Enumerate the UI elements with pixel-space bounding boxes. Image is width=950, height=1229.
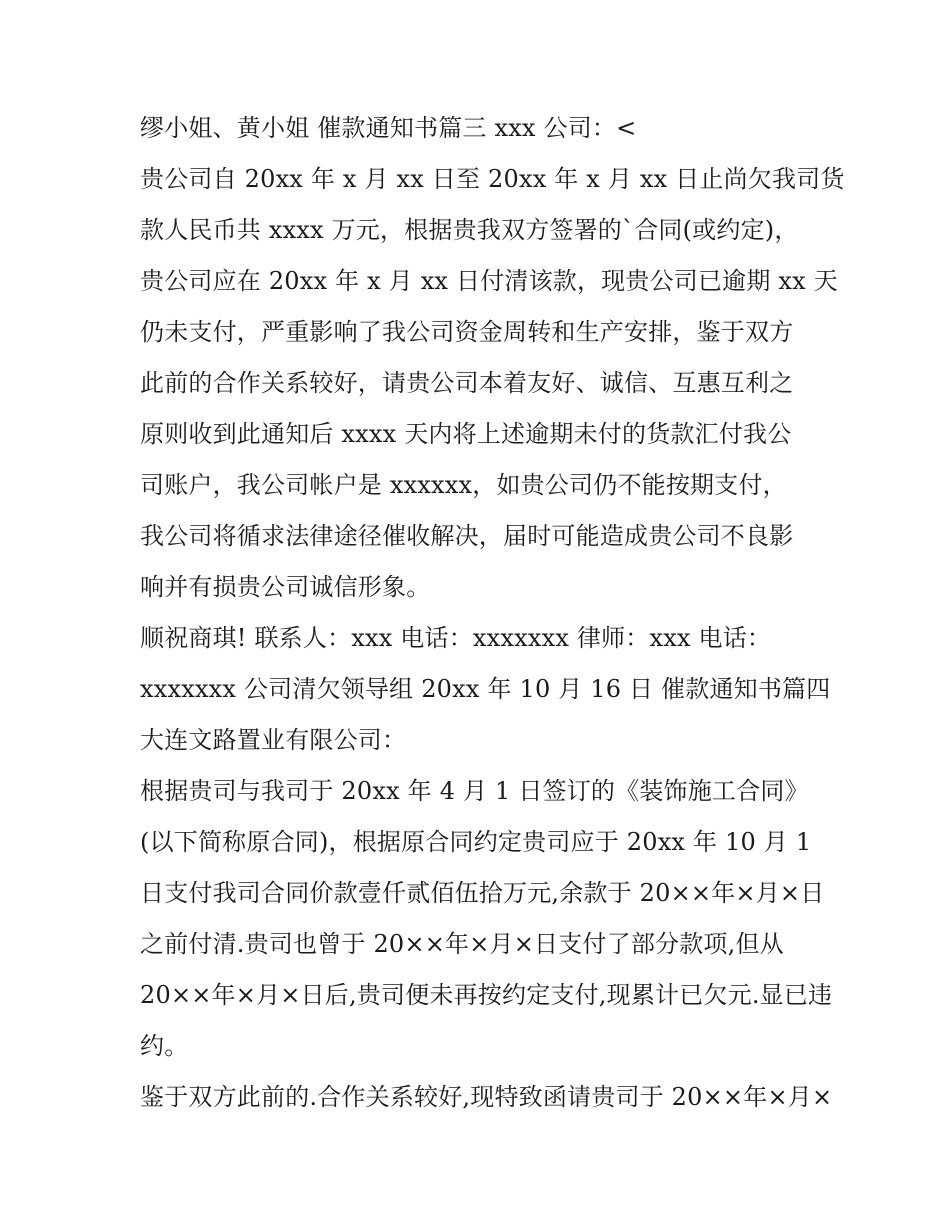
text-line: 我公司将循求法律途径催收解决，届时可能造成贵公司不良影 (140, 522, 794, 550)
text-line: 日支付我司合同价款壹仟贰佰伍拾万元,余款于 20××年×月×日 (140, 879, 825, 907)
text-line: 大连文路置业有限公司： (140, 726, 407, 754)
text-line: 此前的合作关系较好，请贵公司本着友好、诚信、互惠互利之 (140, 369, 794, 397)
text-line: 根据贵司与我司于 20xx 年 4 月 1 日签订的《装饰施工合同》 (140, 777, 809, 805)
text-line: 贵公司应在 20xx 年 x 月 xx 日付清该款，现贵公司已逾期 xx 天 (140, 267, 838, 295)
text-line: 缪小姐、黄小姐 催款通知书篇三 xxx 公司：< (140, 114, 637, 142)
text-line: 顺祝商琪! 联系人：xxx 电话：xxxxxxx 律师：xxx 电话： (140, 624, 772, 652)
text-line: xxxxxxx 公司清欠领导组 20xx 年 10 月 16 日 催款通知书篇四 (140, 675, 831, 703)
text-line: 20××年×月×日后,贵司便未再按约定支付,现累计已欠元.显已违 (140, 981, 833, 1009)
text-line: 原则收到此通知后 xxxx 天内将上述逾期未付的货款汇付我公 (140, 420, 792, 448)
text-line: 贵公司自 20xx 年 x 月 xx 日至 20xx 年 x 月 xx 日止尚欠我司货 (140, 165, 845, 193)
text-line: 款人民币共 xxxx 万元，根据贵我双方签署的`合同(或约定)， (140, 216, 799, 244)
text-line: 约。 (140, 1032, 189, 1060)
text-line: 鉴于双方此前的.合作关系较好,现特致函请贵司于 20××年×月× (140, 1083, 833, 1111)
text-line: 响并有损贵公司诚信形象。 (140, 573, 431, 601)
text-line: 之前付清.贵司也曾于 20××年×月×日支付了部分款项,但从 (140, 930, 784, 958)
text-line: (以下简称原合同)，根据原合同约定贵司应于 20xx 年 10 月 1 (140, 828, 812, 856)
text-line: 司账户，我公司帐户是 xxxxxx，如贵公司仍不能按期支付， (140, 471, 787, 499)
text-line: 仍未支付，严重影响了我公司资金周转和生产安排，鉴于双方 (140, 318, 794, 346)
